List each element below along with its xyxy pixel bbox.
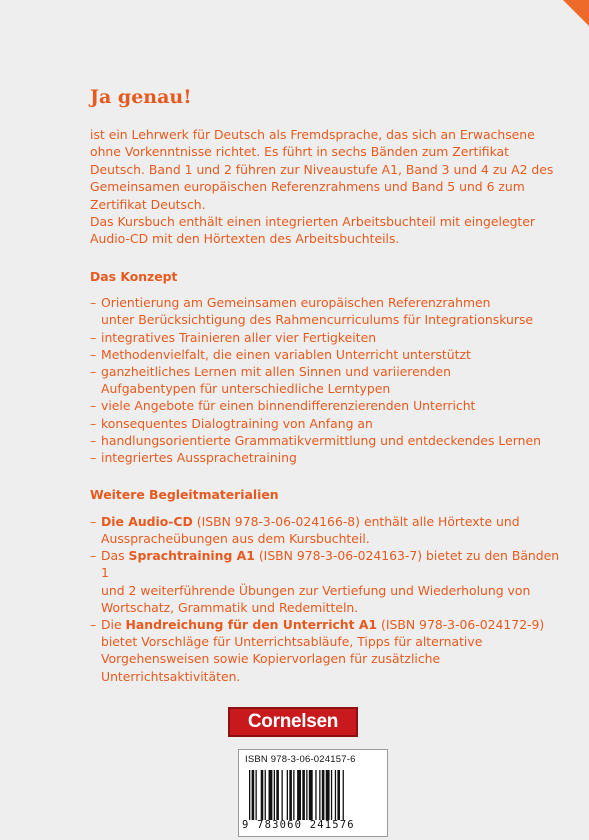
- intro-line: Gemeinsamen europäischen Referenzrahmens und Band 5 und 6 zum: [90, 179, 525, 195]
- main-content: [90, 86, 560, 685]
- intro-line: ist ein Lehrwerk für Deutsch als Fremdsprache, das sich an Erwachsene: [90, 127, 535, 142]
- intro-line: ohne Vorkenntnisse richtet. Es führt in sechs Bänden zum Zertifikat: [90, 144, 510, 160]
- list-item: – Orientierung am Gemeinsamen europäischen Referenzrahmen unter Berücksichtigung des Rahmencurriculums für Integrationskurse: [90, 294, 560, 328]
- concept-list: [90, 294, 560, 466]
- list-item: – Methodenvielfalt, die einen variablen Unterricht unterstützt: [90, 346, 560, 363]
- list-item: – viele Angebote für einen binnendifferenzierenden Unterricht: [90, 397, 560, 414]
- cornelsen-logo: Cornelsen: [228, 707, 358, 737]
- isbn-label: ISBN 978-3-06-024157-6: [245, 754, 356, 765]
- intro-text: [90, 126, 560, 248]
- materials-list: [90, 513, 560, 685]
- intro-line: Deutsch. Band 1 und 2 führen zur Niveaustufe A1, Band 3 und 4 zu A2 des: [90, 161, 554, 177]
- list-item: – ganzheitliches Lernen mit allen Sinnen und variierenden Aufgabentypen für unterschiedliche Lerntypen: [90, 363, 560, 397]
- barcode-digits: 9 783060 241576: [242, 819, 355, 831]
- barcode: [238, 749, 388, 837]
- concept-heading: Das Konzept: [90, 268, 178, 284]
- list-item: – handlungsorientierte Grammatikvermittlung und entdeckendes Lernen: [90, 432, 560, 449]
- corner-accent: [563, 0, 589, 26]
- list-item: – Die Audio-CD (ISBN 978-3-06-024166-8) enthält alle Hörtexte und Ausspracheübungen aus dem Kursbuchteil.: [90, 513, 560, 547]
- list-item: – Die Handreichung für den Unterricht A1 (ISBN 978-3-06-024172-9) bietet Vorschläge für Unterrichtsabläufe, Tipps für alternative Vorgehensweisen sowie Kopiervorlagen für zusätzliche Unterrichtsaktivitäten.: [90, 616, 560, 685]
- list-item: – integriertes Aussprachetraining: [90, 449, 560, 466]
- intro-line: Audio-CD mit den Hörtexten des Arbeitsbuchteils.: [90, 231, 400, 247]
- intro-line: Das Kursbuch enthält einen integrierten Arbeitsbuchteil mit eingelegter: [90, 214, 536, 230]
- list-item: – Das Sprachtraining A1 (ISBN 978-3-06-024163-7) bietet zu den Bänden 1 und 2 weiterführende Übungen zur Vertiefung und Wiederholung von Wortschatz, Grammatik und Redemitteln.: [90, 547, 560, 616]
- list-item: – integratives Trainieren aller vier Fertigkeiten: [90, 329, 560, 346]
- intro-line: Zertifikat Deutsch.: [90, 196, 206, 212]
- barcode-bars: [249, 770, 379, 820]
- book-title: Ja genau!: [90, 86, 192, 108]
- list-item: – konsequentes Dialogtraining von Anfang an: [90, 415, 560, 432]
- materials-heading: Weitere Begleitmaterialien: [90, 487, 279, 503]
